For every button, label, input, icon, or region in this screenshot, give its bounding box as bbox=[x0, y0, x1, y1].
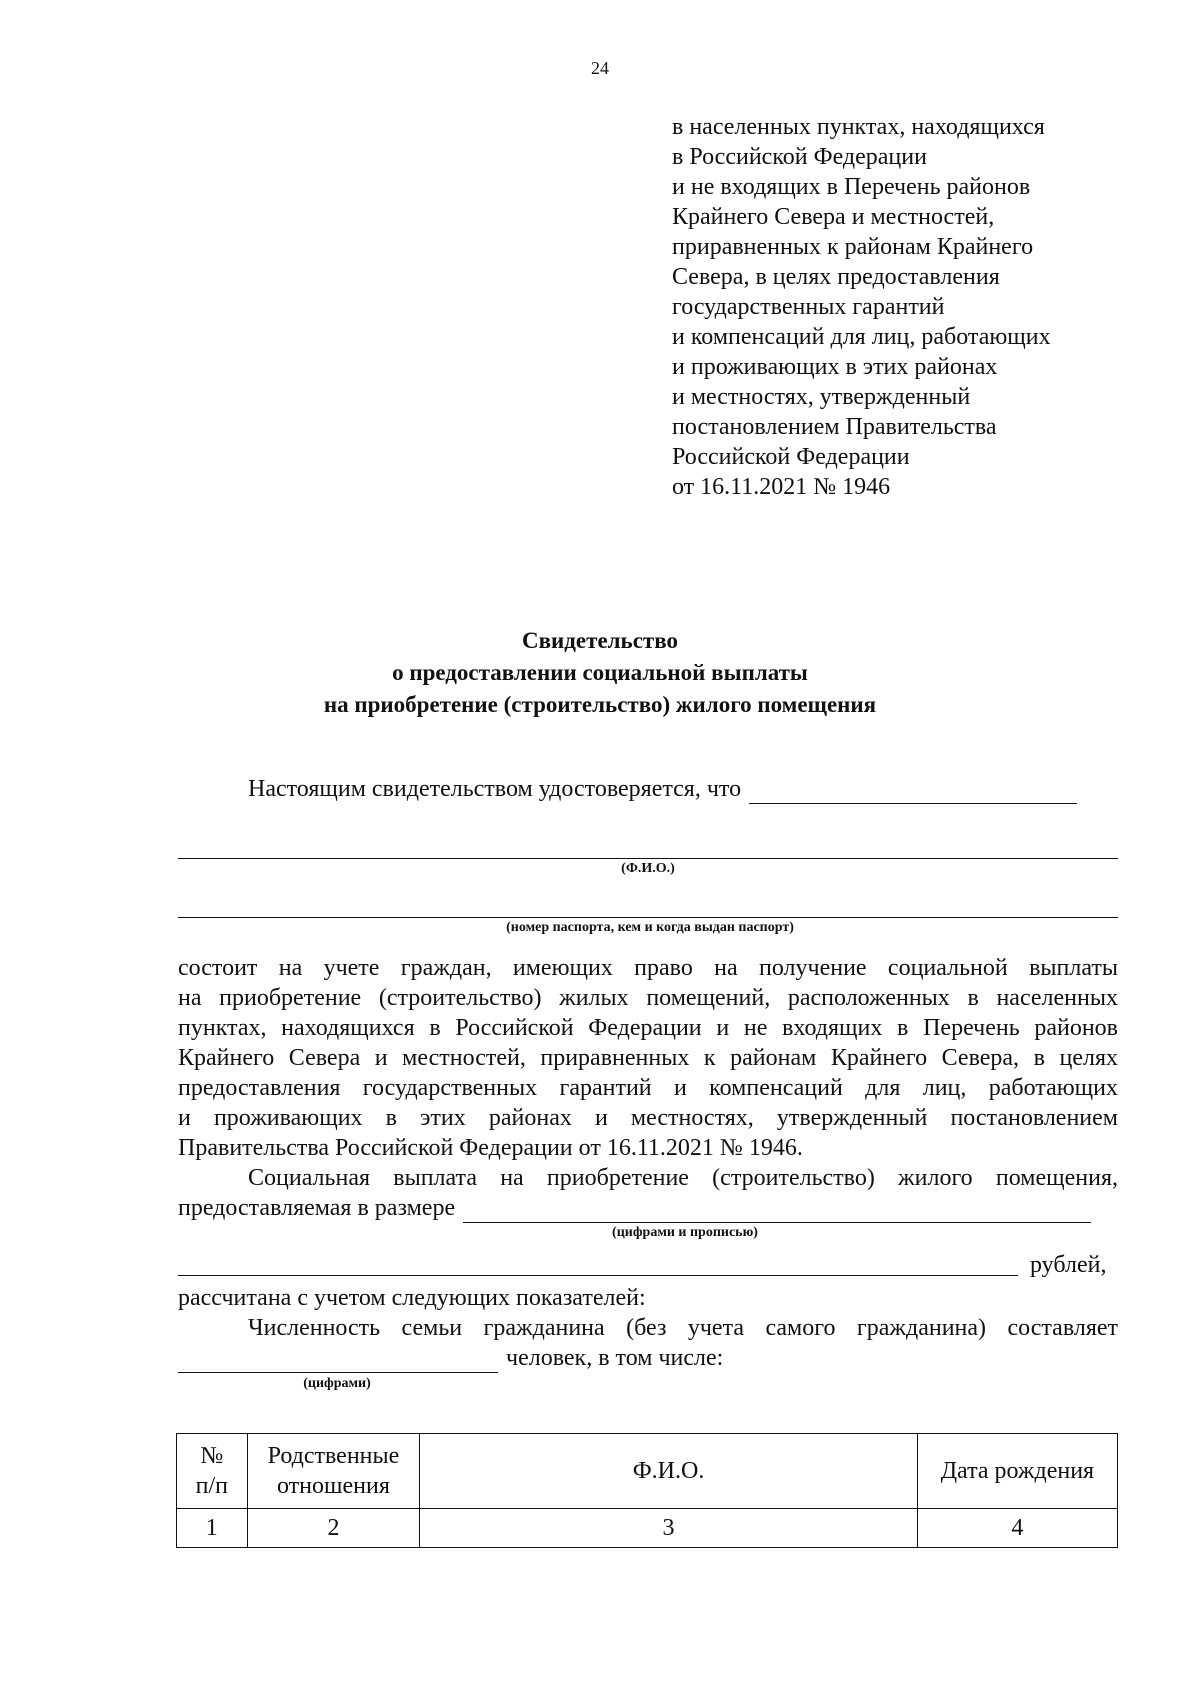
header-line: и местностях, утвержденный bbox=[672, 384, 971, 410]
table-cell: 4 bbox=[917, 1509, 1117, 1548]
body-line: и проживающих в этих районах и местностях, утвержденный постановлением bbox=[178, 1105, 1118, 1131]
header-cell-relation bbox=[247, 1434, 420, 1509]
body-line: на приобретение (строительство) жилых помещений, расположенных в населенных bbox=[178, 985, 1118, 1011]
amount-blank bbox=[463, 1200, 1091, 1223]
body-line: состоит на учете граждан, имеющих право на получение социальной выплаты bbox=[178, 955, 1118, 981]
header-line: государственных гарантий bbox=[672, 294, 945, 320]
family-members-table bbox=[176, 1433, 1118, 1548]
page-number: 24 bbox=[591, 58, 609, 78]
header-line: в Российской Федерации bbox=[672, 144, 927, 170]
header-line: приравненных к районам Крайнего bbox=[672, 234, 1034, 260]
approval-header bbox=[672, 112, 1051, 502]
table-cell: 1 bbox=[177, 1509, 248, 1548]
body-line: предоставления государственных гарантий и компенсаций для лиц, работающих bbox=[178, 1075, 1118, 1101]
family-size-line: Численность семьи гражданина (без учета самого гражданина) составляет bbox=[248, 1315, 1118, 1341]
calculated-line: рассчитана с учетом следующих показателей: bbox=[178, 1285, 646, 1311]
header-relation-line: Родственные bbox=[267, 1443, 400, 1469]
fio-caption: (Ф.И.О.) bbox=[621, 861, 675, 876]
payment-amount-line bbox=[178, 1193, 1091, 1223]
passport-blank-line bbox=[178, 917, 1118, 918]
header-line: в населенных пунктах, находящихся bbox=[672, 114, 1045, 140]
body-line: Крайнего Севера и местностей, приравненных к районам Крайнего Севера, в целях bbox=[178, 1045, 1118, 1071]
table-cell: 3 bbox=[420, 1509, 918, 1548]
header-cell-fio: Ф.И.О. bbox=[420, 1434, 918, 1509]
header-number-line: № bbox=[200, 1443, 224, 1469]
header-line: и компенсаций для лиц, работающих bbox=[672, 324, 1051, 350]
header-line: Севера, в целях предоставления bbox=[672, 264, 1000, 290]
header-cell-birth-date: Дата рождения bbox=[917, 1434, 1117, 1509]
family-count-blank bbox=[178, 1350, 498, 1373]
table-cell: 2 bbox=[247, 1509, 420, 1548]
recipient-name-blank bbox=[749, 781, 1077, 804]
body-line: Правительства Российской Федерации от 16.11.2021 № 1946. bbox=[178, 1135, 803, 1161]
table-header-row bbox=[177, 1434, 1118, 1509]
body-line: пунктах, находящихся в Российской Федерации и не входящих в Перечень районов bbox=[178, 1015, 1118, 1041]
title-line: о предоставлении социальной выплаты bbox=[392, 660, 808, 685]
rubles-label: рублей, bbox=[1030, 1252, 1107, 1278]
header-line: постановлением Правительства bbox=[672, 414, 997, 440]
header-relation-line: отношения bbox=[277, 1473, 390, 1499]
payment-amount-label: предоставляемая в размере bbox=[178, 1195, 456, 1221]
payment-line: Социальная выплата на приобретение (строительство) жилого помещения, bbox=[248, 1165, 1118, 1191]
passport-caption: (номер паспорта, кем и когда выдан паспорт) bbox=[506, 920, 794, 935]
body-paragraph bbox=[178, 953, 1118, 1163]
certify-statement bbox=[248, 774, 1077, 804]
amount-caption: (цифрами и прописью) bbox=[612, 1225, 758, 1240]
header-line: от 16.11.2021 № 1946 bbox=[672, 474, 891, 500]
table-row bbox=[177, 1509, 1118, 1548]
header-cell-number bbox=[177, 1434, 248, 1509]
amount-words-blank-line bbox=[178, 1275, 1018, 1276]
fio-blank-line bbox=[178, 858, 1118, 859]
title-line: Свидетельство bbox=[522, 628, 678, 653]
header-line: Российской Федерации bbox=[672, 444, 910, 470]
family-count-line bbox=[178, 1343, 723, 1373]
family-count-label: человек, в том числе: bbox=[506, 1345, 724, 1371]
header-line: Крайнего Севера и местностей, bbox=[672, 204, 995, 230]
title-line: на приобретение (строительство) жилого помещения bbox=[323, 692, 877, 717]
digits-caption: (цифрами) bbox=[303, 1376, 371, 1391]
header-number-line: п/п bbox=[195, 1473, 228, 1499]
certify-text: Настоящим свидетельством удостоверяется, что bbox=[248, 776, 742, 802]
header-line: и не входящих в Перечень районов bbox=[672, 174, 1031, 200]
document-title bbox=[0, 625, 1200, 721]
header-line: и проживающих в этих районах bbox=[672, 354, 998, 380]
